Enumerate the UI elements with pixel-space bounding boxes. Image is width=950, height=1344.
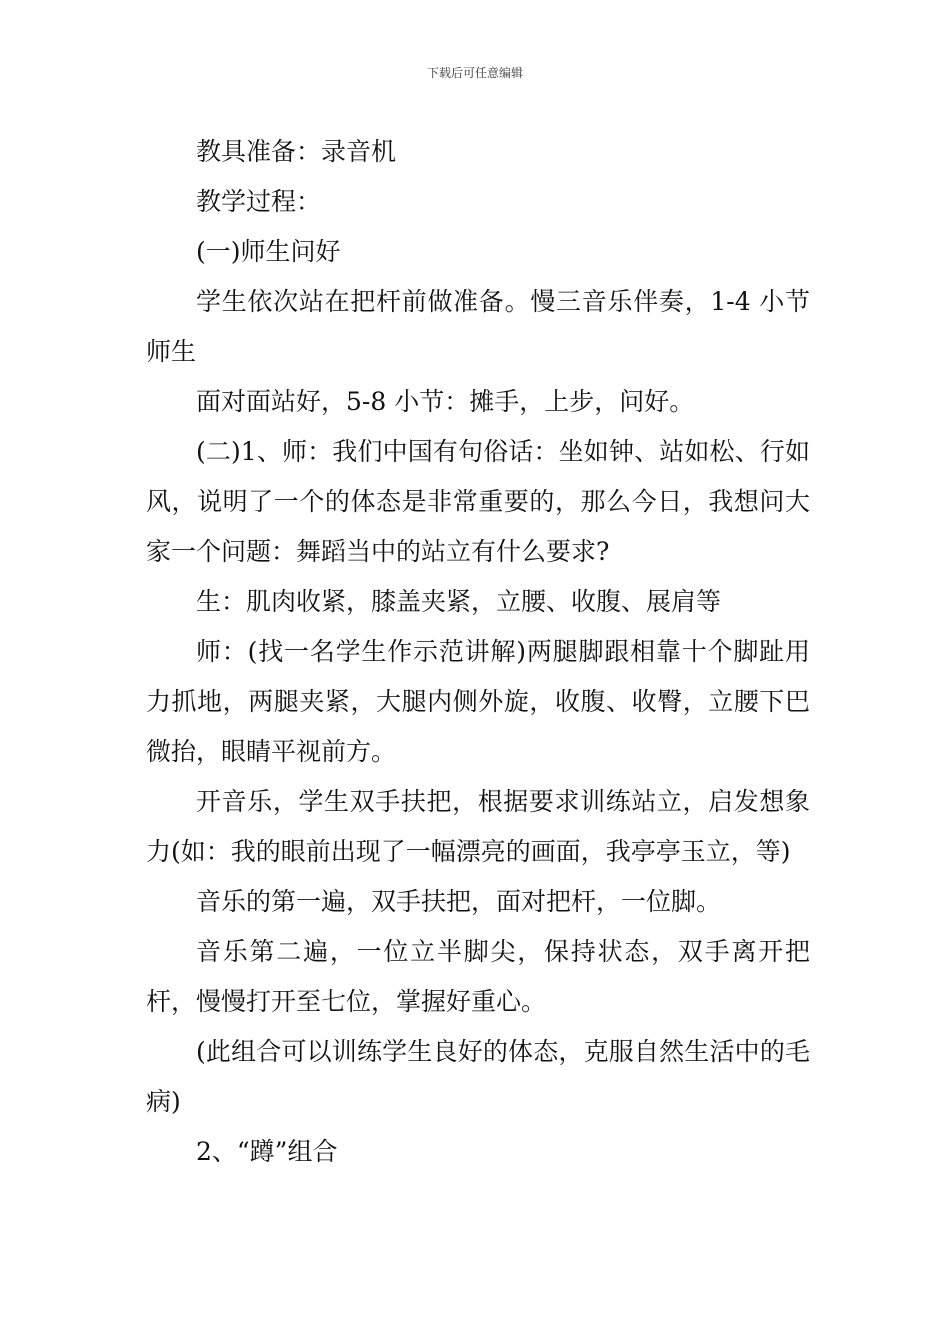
paragraph: 音乐第二遍，一位立半脚尖，保持状态，双手离开把杆，慢慢打开至七位，掌握好重心。 xyxy=(146,937,810,1016)
page-header: 下载后可任意编辑 xyxy=(426,66,523,80)
paragraph: 音乐的第一遍，双手扶把，面对把杆，一位脚。 xyxy=(196,887,722,916)
paragraph: 2、“蹲”组合 xyxy=(196,1137,338,1166)
paragraph: (一)师生问好 xyxy=(196,237,341,266)
paragraph: 师：(找一名学生作示范讲解)两腿脚跟相靠十个脚趾用力抓地，两腿夹紧，大腿内侧外旋，收腹、收臀，立腰下巴微抬，眼睛平视前方。 xyxy=(146,637,810,766)
paragraph: (此组合可以训练学生良好的体态，克服自然生活中的毛病) xyxy=(146,1037,810,1116)
paragraph: 教具准备：录音机 xyxy=(196,137,397,166)
paragraph: 开音乐，学生双手扶把，根据要求训练站立，启发想象力(如：我的眼前出现了一幅漂亮的画面，我亭亭玉立，等) xyxy=(146,787,810,866)
paragraph: 学生依次站在把杆前做准备。慢三音乐伴奏，1-4 小节师生 xyxy=(146,287,810,366)
paragraph: 面对面站好，5-8 小节：摊手，上步，问好。 xyxy=(196,387,695,416)
paragraph: 生：肌肉收紧，膝盖夹紧，立腰、收腹、展肩等 xyxy=(196,587,722,616)
paragraph: 教学过程： xyxy=(196,187,322,216)
document-body xyxy=(146,127,810,1177)
paragraph: (二)1、师：我们中国有句俗话：坐如钟、站如松、行如风，说明了一个的体态是非常重要的，那么今日，我想问大家一个问题：舞蹈当中的站立有什么要求? xyxy=(146,437,810,566)
